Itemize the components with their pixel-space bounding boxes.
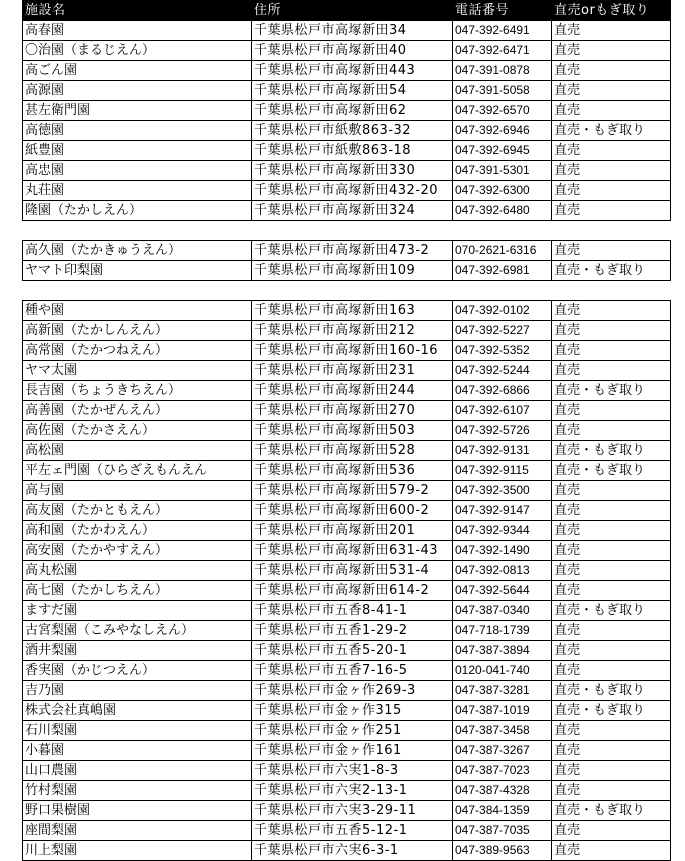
address-cell: 千葉県松戸市六実1-8-3 (252, 761, 453, 781)
facility-name-cell: 長吉園（ちょうきちえん） (23, 381, 252, 401)
facility-name-cell: 山口農園 (23, 761, 252, 781)
phone-cell: 047-391-5058 (453, 81, 552, 101)
sale-type-cell: 直売 (552, 321, 671, 341)
table-row (23, 441, 671, 461)
phone-cell: 047-392-6946 (453, 121, 552, 141)
address-cell: 千葉県松戸市高塚新田163 (252, 301, 453, 321)
sale-type-cell: 直売・もぎ取り (552, 121, 671, 141)
phone-cell: 047-387-3458 (453, 721, 552, 741)
sale-type-cell: 直売 (552, 561, 671, 581)
address-cell: 千葉県松戸市高塚新田324 (252, 201, 453, 221)
facility-name-cell: 高松園 (23, 441, 252, 461)
table-row (23, 41, 671, 61)
sale-type-cell: 直売 (552, 841, 671, 861)
address-cell: 千葉県松戸市高塚新田503 (252, 421, 453, 441)
facility-name-cell: 高与園 (23, 481, 252, 501)
table-row (23, 381, 671, 401)
table-row (23, 161, 671, 181)
sale-type-cell: 直売 (552, 781, 671, 801)
table-row (23, 641, 671, 661)
header-phone: 電話番号 (453, 1, 552, 21)
sale-type-cell: 直売 (552, 481, 671, 501)
facility-name-cell: 種や園 (23, 301, 252, 321)
facility-name-cell: 〇治園（まるじえん） (23, 41, 252, 61)
facility-name-cell: 高七園（たかしちえん） (23, 581, 252, 601)
phone-cell: 047-392-6300 (453, 181, 552, 201)
facility-name-cell: 高徳園 (23, 121, 252, 141)
phone-cell: 047-392-6480 (453, 201, 552, 221)
facility-name-cell: 高ごん園 (23, 61, 252, 81)
sale-type-cell: 直売 (552, 761, 671, 781)
phone-cell: 047-392-9131 (453, 441, 552, 461)
phone-cell: 047-392-1490 (453, 541, 552, 561)
address-cell: 千葉県松戸市高塚新田160-16 (252, 341, 453, 361)
facility-name-cell: 高安園（たかやすえん） (23, 541, 252, 561)
sale-type-cell: 直売 (552, 61, 671, 81)
table-row (23, 721, 671, 741)
address-cell: 千葉県松戸市金ヶ作315 (252, 701, 453, 721)
phone-cell: 047-387-3894 (453, 641, 552, 661)
address-cell: 千葉県松戸市高塚新田244 (252, 381, 453, 401)
phone-cell: 047-392-5227 (453, 321, 552, 341)
spacer-row (23, 281, 671, 301)
facility-name-cell: 野口果樹園 (23, 801, 252, 821)
table-row (23, 761, 671, 781)
facility-name-cell: 高友園（たかともえん） (23, 501, 252, 521)
facility-name-cell: ヤマ太園 (23, 361, 252, 381)
table-row (23, 501, 671, 521)
phone-cell: 047-387-7023 (453, 761, 552, 781)
phone-cell: 047-392-3500 (453, 481, 552, 501)
table-row (23, 121, 671, 141)
facility-name-cell: 石川梨園 (23, 721, 252, 741)
table-row (23, 301, 671, 321)
address-cell: 千葉県松戸市高塚新田34 (252, 21, 453, 41)
sale-type-cell: 直売 (552, 721, 671, 741)
address-cell: 千葉県松戸市五香1-29-2 (252, 621, 453, 641)
sale-type-cell: 直売 (552, 421, 671, 441)
address-cell: 千葉県松戸市高塚新田40 (252, 41, 453, 61)
sale-type-cell: 直売 (552, 241, 671, 261)
spacer-row (23, 221, 671, 241)
sale-type-cell: 直売 (552, 521, 671, 541)
table-row (23, 361, 671, 381)
sale-type-cell: 直売・もぎ取り (552, 801, 671, 821)
facility-name-cell: ヤマト印梨園 (23, 261, 252, 281)
sale-type-cell: 直売 (552, 141, 671, 161)
facility-name-cell: 高新園（たかしんえん） (23, 321, 252, 341)
phone-cell: 047-387-3267 (453, 741, 552, 761)
address-cell: 千葉県松戸市六実6-3-1 (252, 841, 453, 861)
address-cell: 千葉県松戸市高塚新田201 (252, 521, 453, 541)
sale-type-cell: 直売・もぎ取り (552, 441, 671, 461)
address-cell: 千葉県松戸市高塚新田614-2 (252, 581, 453, 601)
address-cell: 千葉県松戸市五香7-16-5 (252, 661, 453, 681)
facility-name-cell: 平左ェ門園（ひらざえもんえん (23, 461, 252, 481)
facility-name-cell: 酒井梨園 (23, 641, 252, 661)
address-cell: 千葉県松戸市高塚新田531-4 (252, 561, 453, 581)
sale-type-cell: 直売 (552, 81, 671, 101)
phone-cell: 047-392-6107 (453, 401, 552, 421)
table-row (23, 261, 671, 281)
phone-cell: 047-387-3281 (453, 681, 552, 701)
address-cell: 千葉県松戸市紙敷863-18 (252, 141, 453, 161)
table-row (23, 801, 671, 821)
sale-type-cell: 直売・もぎ取り (552, 461, 671, 481)
phone-cell: 047-392-5726 (453, 421, 552, 441)
table-row (23, 781, 671, 801)
facility-name-cell: 座間梨園 (23, 821, 252, 841)
address-cell: 千葉県松戸市高塚新田631-43 (252, 541, 453, 561)
header-sale-type: 直売orもぎ取り (552, 1, 671, 21)
facility-name-cell: ますだ園 (23, 601, 252, 621)
sale-type-cell: 直売・もぎ取り (552, 681, 671, 701)
sale-type-cell: 直売・もぎ取り (552, 701, 671, 721)
table-row (23, 841, 671, 861)
sale-type-cell: 直売 (552, 201, 671, 221)
table-row (23, 321, 671, 341)
table-row (23, 21, 671, 41)
sale-type-cell: 直売 (552, 101, 671, 121)
facility-name-cell: 高和園（たかわえん） (23, 521, 252, 541)
address-cell: 千葉県松戸市金ヶ作161 (252, 741, 453, 761)
table-row (23, 61, 671, 81)
address-cell: 千葉県松戸市高塚新田536 (252, 461, 453, 481)
phone-cell: 047-389-9563 (453, 841, 552, 861)
sale-type-cell: 直売 (552, 401, 671, 421)
phone-cell: 047-392-6471 (453, 41, 552, 61)
header-address: 住所 (252, 1, 453, 21)
header-name: 施設名 (23, 1, 252, 21)
sale-type-cell: 直売 (552, 621, 671, 641)
sale-type-cell: 直売 (552, 641, 671, 661)
phone-cell: 047-391-5301 (453, 161, 552, 181)
phone-cell: 047-384-1359 (453, 801, 552, 821)
phone-cell: 047-392-9344 (453, 521, 552, 541)
table-row (23, 101, 671, 121)
facility-name-cell: 吉乃園 (23, 681, 252, 701)
spacer-cell (23, 281, 671, 301)
table-row (23, 701, 671, 721)
facility-name-cell: 川上梨園 (23, 841, 252, 861)
address-cell: 千葉県松戸市高塚新田443 (252, 61, 453, 81)
phone-cell: 047-392-0102 (453, 301, 552, 321)
facility-name-cell: 高丸松園 (23, 561, 252, 581)
table-row (23, 241, 671, 261)
table-row (23, 181, 671, 201)
table-row (23, 81, 671, 101)
phone-cell: 047-387-7035 (453, 821, 552, 841)
phone-cell: 047-718-1739 (453, 621, 552, 641)
table-row (23, 681, 671, 701)
sale-type-cell: 直売 (552, 581, 671, 601)
sale-type-cell: 直売・もぎ取り (552, 381, 671, 401)
phone-cell: 047-387-4328 (453, 781, 552, 801)
facility-name-cell: 高佐園（たかさえん） (23, 421, 252, 441)
phone-cell: 047-387-0340 (453, 601, 552, 621)
table-row (23, 481, 671, 501)
address-cell: 千葉県松戸市高塚新田62 (252, 101, 453, 121)
address-cell: 千葉県松戸市五香5-20-1 (252, 641, 453, 661)
address-cell: 千葉県松戸市高塚新田600-2 (252, 501, 453, 521)
sale-type-cell: 直売 (552, 821, 671, 841)
phone-cell: 047-387-1019 (453, 701, 552, 721)
facility-name-cell: 高善園（たかぜんえん） (23, 401, 252, 421)
sale-type-cell: 直売・もぎ取り (552, 601, 671, 621)
phone-cell: 047-392-5352 (453, 341, 552, 361)
address-cell: 千葉県松戸市高塚新田54 (252, 81, 453, 101)
facility-name-cell: 隆園（たかしえん） (23, 201, 252, 221)
address-cell: 千葉県松戸市金ヶ作269-3 (252, 681, 453, 701)
address-cell: 千葉県松戸市高塚新田270 (252, 401, 453, 421)
facility-name-cell: 紙豊園 (23, 141, 252, 161)
phone-cell: 047-392-5244 (453, 361, 552, 381)
address-cell: 千葉県松戸市高塚新田579-2 (252, 481, 453, 501)
phone-cell: 047-392-0813 (453, 561, 552, 581)
table-row (23, 141, 671, 161)
sale-type-cell: 直売 (552, 501, 671, 521)
phone-cell: 047-391-0878 (453, 61, 552, 81)
table-row (23, 201, 671, 221)
farm-list-table (22, 0, 671, 861)
address-cell: 千葉県松戸市高塚新田231 (252, 361, 453, 381)
facility-name-cell: 高春園 (23, 21, 252, 41)
sale-type-cell: 直売・もぎ取り (552, 261, 671, 281)
table-row (23, 661, 671, 681)
sale-type-cell: 直売 (552, 301, 671, 321)
sale-type-cell: 直売 (552, 181, 671, 201)
sale-type-cell: 直売 (552, 361, 671, 381)
phone-cell: 0120-041-740 (453, 661, 552, 681)
phone-cell: 047-392-6945 (453, 141, 552, 161)
table-row (23, 601, 671, 621)
sale-type-cell: 直売 (552, 741, 671, 761)
facility-name-cell: 小暮園 (23, 741, 252, 761)
phone-cell: 047-392-9147 (453, 501, 552, 521)
address-cell: 千葉県松戸市高塚新田473-2 (252, 241, 453, 261)
table-row (23, 741, 671, 761)
address-cell: 千葉県松戸市紙敷863-32 (252, 121, 453, 141)
address-cell: 千葉県松戸市高塚新田330 (252, 161, 453, 181)
spacer-cell (23, 221, 671, 241)
facility-name-cell: 高忠園 (23, 161, 252, 181)
facility-name-cell: 甚左衛門園 (23, 101, 252, 121)
phone-cell: 047-392-6866 (453, 381, 552, 401)
facility-name-cell: 高久園（たかきゅうえん） (23, 241, 252, 261)
address-cell: 千葉県松戸市高塚新田528 (252, 441, 453, 461)
address-cell: 千葉県松戸市六実2-13-1 (252, 781, 453, 801)
sale-type-cell: 直売 (552, 661, 671, 681)
phone-cell: 047-392-5644 (453, 581, 552, 601)
table-row (23, 561, 671, 581)
table-body (23, 21, 671, 861)
phone-cell: 047-392-9115 (453, 461, 552, 481)
phone-cell: 047-392-6981 (453, 261, 552, 281)
table-row (23, 581, 671, 601)
address-cell: 千葉県松戸市六実3-29-11 (252, 801, 453, 821)
facility-name-cell: 高常園（たかつねえん） (23, 341, 252, 361)
table-row (23, 821, 671, 841)
facility-name-cell: 香実園（かじつえん） (23, 661, 252, 681)
facility-name-cell: 丸荘園 (23, 181, 252, 201)
facility-name-cell: 株式会社真嶋園 (23, 701, 252, 721)
sale-type-cell: 直売 (552, 161, 671, 181)
header-row (23, 1, 671, 21)
table-row (23, 461, 671, 481)
table-row (23, 401, 671, 421)
address-cell: 千葉県松戸市高塚新田212 (252, 321, 453, 341)
table-row (23, 421, 671, 441)
phone-cell: 047-392-6491 (453, 21, 552, 41)
table-row (23, 541, 671, 561)
sale-type-cell: 直売 (552, 541, 671, 561)
facility-name-cell: 高源園 (23, 81, 252, 101)
address-cell: 千葉県松戸市五香5-12-1 (252, 821, 453, 841)
facility-name-cell: 古宮梨園（こみやなしえん） (23, 621, 252, 641)
sale-type-cell: 直売 (552, 21, 671, 41)
sale-type-cell: 直売 (552, 341, 671, 361)
address-cell: 千葉県松戸市高塚新田109 (252, 261, 453, 281)
phone-cell: 070-2621-6316 (453, 241, 552, 261)
table-row (23, 621, 671, 641)
phone-cell: 047-392-6570 (453, 101, 552, 121)
sale-type-cell: 直売 (552, 41, 671, 61)
address-cell: 千葉県松戸市金ヶ作251 (252, 721, 453, 741)
table-row (23, 341, 671, 361)
facility-name-cell: 竹村梨園 (23, 781, 252, 801)
address-cell: 千葉県松戸市高塚新田432-20 (252, 181, 453, 201)
table-row (23, 521, 671, 541)
address-cell: 千葉県松戸市五香8-41-1 (252, 601, 453, 621)
